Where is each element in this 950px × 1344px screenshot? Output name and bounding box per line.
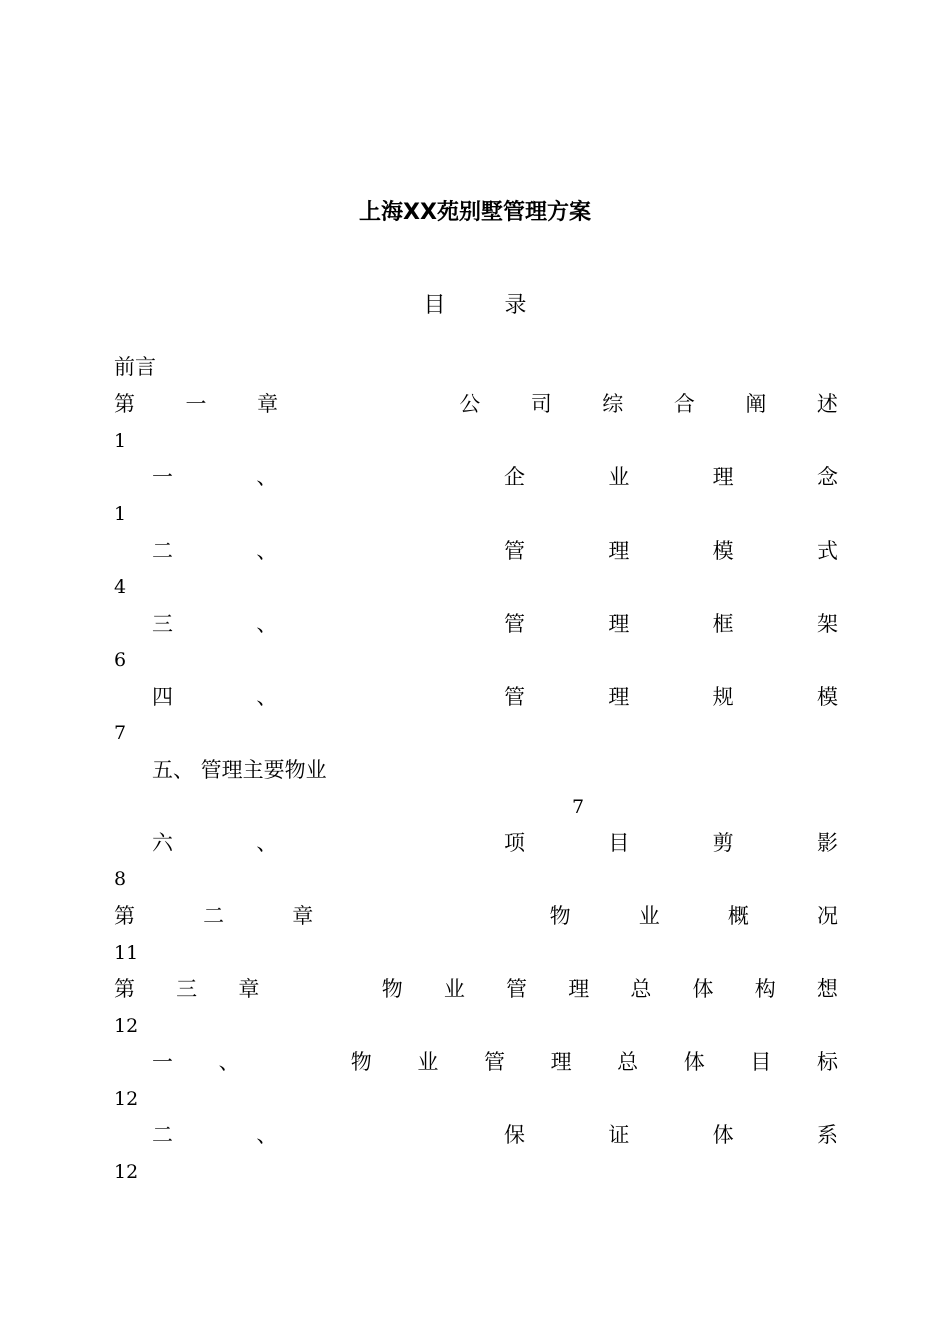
toc-char: 模: [816, 685, 838, 709]
toc-char: 二: [203, 904, 225, 928]
toc-entry-ch3-section-2: [152, 1120, 838, 1150]
toc-char: 物: [381, 977, 403, 1001]
toc-entry-section-5: 五、 管理主要物业: [152, 758, 327, 782]
toc-char: 业: [638, 904, 660, 928]
toc-char: 体: [692, 977, 714, 1001]
toc-entry-chapter-3: [114, 974, 838, 1004]
toc-char: 况: [816, 904, 838, 928]
toc-char: 架: [816, 612, 838, 636]
toc-gap: [381, 901, 481, 931]
toc-char: 体: [683, 1050, 705, 1074]
toc-char: 管: [506, 977, 528, 1001]
toc-char: 二: [152, 1123, 173, 1147]
toc-char: 公: [459, 392, 481, 416]
toc-char: 述: [816, 392, 838, 416]
toc-char: 业: [443, 977, 465, 1001]
toc-char: 司: [530, 392, 552, 416]
toc-char: 证: [608, 1123, 630, 1147]
toc-char: 、: [256, 612, 278, 636]
toc-heading: 目 录: [423, 293, 553, 318]
toc-char: 业: [608, 465, 630, 489]
toc-gap: [361, 462, 421, 492]
toc-char: 四: [152, 685, 173, 709]
toc-char: 剪: [712, 831, 734, 855]
toc-char: 想: [816, 977, 838, 1001]
toc-page-number: 12: [114, 1161, 139, 1183]
toc-gap: [285, 1047, 305, 1077]
toc-char: 物: [350, 1050, 372, 1074]
toc-page-number: 1: [114, 430, 127, 452]
toc-char: 、: [256, 539, 278, 563]
toc-char: 理: [712, 465, 734, 489]
toc-char: 章: [238, 977, 260, 1001]
toc-char: 框: [712, 612, 734, 636]
toc-entry-ch3-section-1: [152, 1047, 838, 1077]
toc-entry-section-3: [152, 609, 838, 639]
toc-page-number: 1: [114, 503, 127, 525]
toc-char: 综: [602, 392, 624, 416]
toc-entry-chapter-1: [114, 389, 838, 419]
toc-entry-section-1: [152, 462, 838, 492]
toc-gap: [361, 1120, 421, 1150]
toc-char: 影: [816, 831, 838, 855]
toc-char: 系: [816, 1123, 838, 1147]
toc-page-number: 7: [572, 796, 585, 818]
toc-char: 、: [218, 1050, 240, 1074]
document-title: 上海XX苑别墅管理方案: [359, 200, 591, 225]
toc-page-number: 6: [114, 649, 127, 671]
toc-char: 目: [608, 831, 630, 855]
toc-char: 构: [754, 977, 776, 1001]
toc-char: 、: [256, 685, 278, 709]
toc-char: 合: [673, 392, 695, 416]
toc-char: 业: [417, 1050, 439, 1074]
toc-page-number: 8: [114, 868, 127, 890]
toc-gap: [329, 389, 409, 419]
toc-char: 六: [152, 831, 173, 855]
toc-char: 三: [176, 977, 198, 1001]
toc-char: 企: [503, 465, 525, 489]
toc-char: 保: [503, 1123, 525, 1147]
toc-char: 、: [256, 831, 278, 855]
toc-char: 第: [114, 392, 135, 416]
toc-page-number: 12: [114, 1015, 139, 1037]
toc-char: 章: [292, 904, 314, 928]
toc-page-number: 4: [114, 576, 127, 598]
toc-page-number: 7: [114, 722, 127, 744]
toc-char: 一: [152, 465, 173, 489]
toc-char: 模: [712, 539, 734, 563]
toc-char: 、: [256, 465, 278, 489]
toc-gap: [361, 828, 421, 858]
toc-char: 总: [617, 1050, 639, 1074]
toc-char: 管: [503, 539, 525, 563]
toc-char: 总: [630, 977, 652, 1001]
toc-gap: [361, 536, 421, 566]
toc-char: 管: [483, 1050, 505, 1074]
toc-char: 、: [256, 1123, 278, 1147]
toc-char: 体: [712, 1123, 734, 1147]
toc-page-number: 11: [114, 942, 139, 964]
toc-char: 管: [503, 685, 525, 709]
toc-char: 规: [712, 685, 734, 709]
toc-char: 一: [152, 1050, 173, 1074]
toc-entry-section-6: [152, 828, 838, 858]
toc-char: 三: [152, 612, 173, 636]
toc-entry-preface: 前言: [114, 355, 156, 379]
toc-char: 理: [550, 1050, 572, 1074]
toc-gap: [361, 609, 421, 639]
toc-char: 项: [503, 831, 525, 855]
toc-char: 念: [816, 465, 838, 489]
toc-char: 物: [549, 904, 571, 928]
toc-gap: [301, 974, 341, 1004]
toc-entry-section-2: [152, 536, 838, 566]
toc-char: 式: [816, 539, 838, 563]
toc-char: 理: [568, 977, 590, 1001]
toc-char: 阐: [745, 392, 767, 416]
toc-char: 第: [114, 904, 135, 928]
toc-char: 概: [727, 904, 749, 928]
toc-char: 管: [503, 612, 525, 636]
toc-char: 理: [608, 685, 630, 709]
toc-page-number: 12: [114, 1088, 139, 1110]
toc-char: 标: [816, 1050, 838, 1074]
toc-char: 理: [608, 612, 630, 636]
toc-char: 章: [257, 392, 279, 416]
toc-char: 目: [750, 1050, 772, 1074]
toc-char: 理: [608, 539, 630, 563]
toc-char: 二: [152, 539, 173, 563]
toc-entry-chapter-2: [114, 901, 838, 931]
toc-char: 一: [185, 392, 207, 416]
toc-char: 第: [114, 977, 135, 1001]
toc-entry-section-4: [152, 682, 838, 712]
toc-gap: [361, 682, 421, 712]
